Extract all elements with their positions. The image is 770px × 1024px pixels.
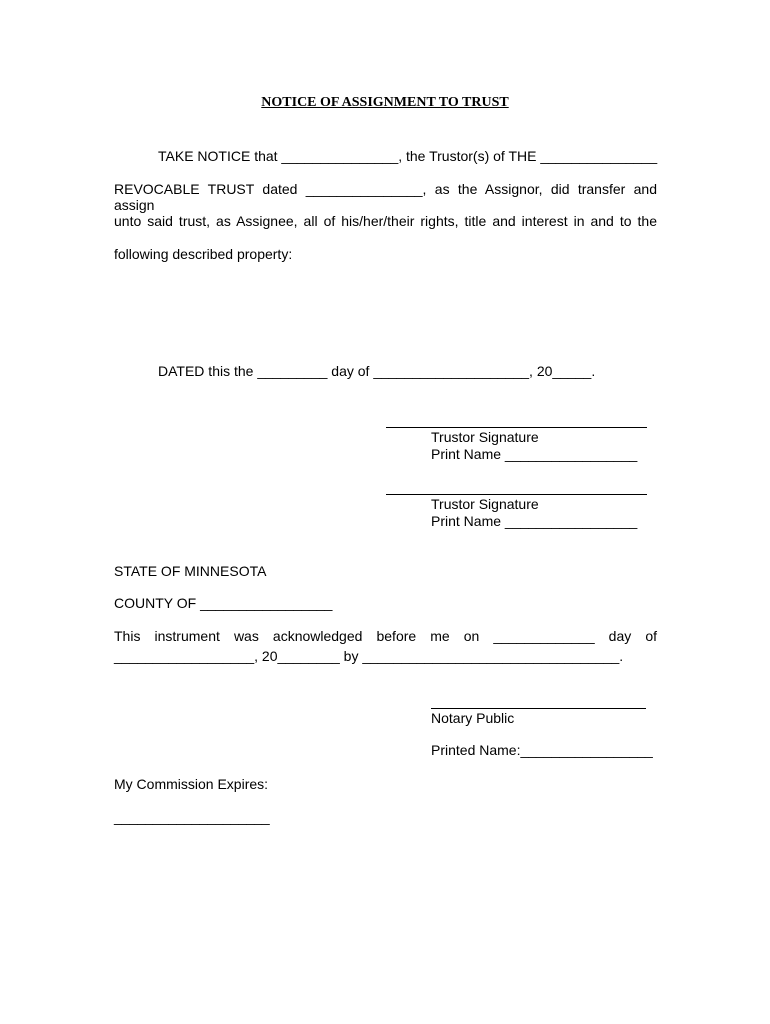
acknowledgment-line-2: __________________, 20________ by _________________________________. — [114, 648, 624, 664]
state-heading: STATE OF MINNESOTA — [114, 563, 267, 579]
body-line-2: REVOCABLE TRUST dated _______________, as the Assignor, did transfer and assign — [114, 181, 657, 213]
document-title: NOTICE OF ASSIGNMENT TO TRUST — [261, 95, 509, 110]
dated-line: DATED this the _________ day of ____________________, 20_____. — [158, 363, 596, 379]
signature-label-1: Trustor Signature — [431, 429, 539, 445]
notary-signature-line — [431, 708, 646, 709]
notary-printed-name: Printed Name:_________________ — [431, 742, 653, 758]
notary-label: Notary Public — [431, 710, 515, 726]
body-line-3: unto said trust, as Assignee, all of his/her/their rights, title and interest in and to the — [114, 213, 657, 229]
body-line-1: TAKE NOTICE that _______________, the Trustor(s) of THE _______________ — [158, 148, 658, 164]
commission-label: My Commission Expires: — [114, 776, 269, 792]
signature-label-2: Trustor Signature — [431, 496, 539, 512]
acknowledgment-line-1: This instrument was acknowledged before me on _____________ day of — [114, 628, 657, 644]
signature-line-2 — [386, 494, 647, 495]
body-line-4: following described property: — [114, 246, 293, 262]
print-name-1: Print Name _________________ — [431, 446, 638, 462]
county-line: COUNTY OF _________________ — [114, 595, 333, 611]
signature-line-1 — [386, 427, 647, 428]
commission-blank: ____________________ — [114, 809, 270, 825]
print-name-2: Print Name _________________ — [431, 513, 638, 529]
